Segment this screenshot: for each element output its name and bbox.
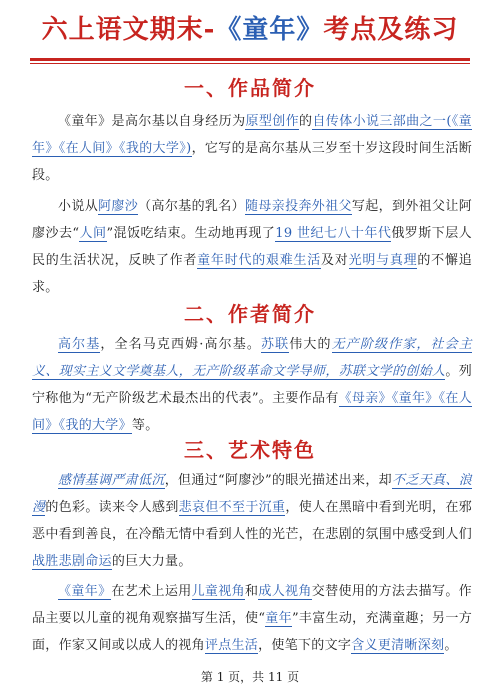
title-part-1: 六上语文期末- — [41, 15, 216, 45]
section-heading-works-intro: 一、作品简介 — [184, 76, 316, 100]
text: 。列宁称他为“无产阶级艺术最杰出的代表”。主要作品有 — [32, 364, 472, 406]
text: ，使笔下的文字 — [258, 638, 352, 653]
title-part-2: 《童年》 — [215, 15, 324, 45]
text: ，全名马克西姆·高尔基。 — [100, 337, 261, 352]
text: 的巨大力量。 — [111, 554, 192, 569]
text: 的 — [299, 114, 313, 129]
text: 及对 — [321, 253, 349, 268]
text: 的色彩。读来令人感到 — [45, 500, 179, 515]
highlight: 阿廖沙 — [98, 199, 139, 214]
section-heading-author-intro: 二、作者简介 — [184, 302, 316, 326]
text: 。 — [444, 638, 458, 653]
text: 的不懈追求。 — [32, 253, 472, 295]
highlight: 成人视角 — [258, 584, 312, 599]
text: 等。 — [131, 418, 159, 433]
highlight: 评点生活 — [204, 638, 259, 653]
page-title — [0, 4, 500, 56]
paragraph-works-intro-1 — [32, 108, 472, 189]
text: ”丰富生动，充满童趣；另一方面，作家又间或以成人的视角 — [32, 611, 472, 653]
text: 伟大的 — [289, 337, 332, 352]
text: ，但通过“阿廖沙”的眼光描述出来，却 — [164, 473, 393, 488]
text: 在艺术上运用 — [111, 584, 192, 599]
text: ，它写的是高尔基从三岁至十岁这段时间生活断段。 — [32, 141, 472, 183]
title-underline — [30, 58, 470, 61]
text: ”混饭吃结束。生动地再现了 — [106, 226, 276, 241]
title-underline-thin — [30, 63, 470, 64]
text: ，使人在黑暗中看到光明，在邪恶中看到善良，在冷酷无情中看到人性的光芒，在悲剧的氛围中感受到人们 — [32, 500, 472, 542]
highlight: 感情基调严肃低沉 — [58, 473, 165, 488]
text: 小说从 — [58, 199, 99, 214]
highlight: 《母亲》《童年》《在人间》《我的大学》 — [32, 391, 472, 433]
highlight: 人间 — [79, 226, 107, 241]
highlight: 高尔基 — [58, 337, 101, 352]
highlight: 苏联 — [260, 337, 290, 352]
highlight: 不乏天真、浪漫 — [32, 473, 472, 515]
highlight: 童年时代的艰难生活 — [197, 253, 322, 268]
highlight: 童年 — [265, 611, 292, 626]
text: 《童年》是高尔基以自身经历为 — [58, 114, 246, 129]
text: 俄罗斯下层人民的生活状况，反映了作者 — [32, 226, 472, 268]
paragraph-art-features-2 — [32, 578, 472, 659]
title-part-3: 考点及练习 — [323, 15, 459, 45]
highlight: 随母亲投奔外祖父 — [245, 199, 352, 214]
highlight: 《童年》 — [58, 584, 112, 599]
page-footer: 第 1 页，共 11 页 — [200, 670, 300, 684]
paragraph-works-intro-2 — [32, 193, 472, 301]
text: 交替使用的方法去描写。作品主要以儿童的视角观察描写生活，使“ — [32, 584, 472, 626]
highlight: 光明与真理 — [348, 253, 418, 268]
text: 写起，到外祖父让阿廖沙去“ — [32, 199, 473, 241]
paragraph-art-features-1 — [32, 467, 472, 575]
text: 和 — [244, 584, 259, 599]
section-heading-art-features: 三、艺术特色 — [184, 438, 316, 462]
paragraph-author-intro — [32, 331, 472, 439]
text: （高尔基的乳名） — [138, 199, 246, 214]
highlight: 19 世纪七八十年代 — [275, 226, 392, 241]
highlight: 原型创作 — [245, 114, 300, 129]
highlight: 无产阶级作家，社会主义、现实主义文学奠基人，无产阶级革命文学导师，苏联文学的创始人 — [32, 337, 472, 379]
highlight: 儿童视角 — [191, 584, 245, 599]
highlight: 战胜悲剧命运 — [32, 554, 112, 569]
highlight: 悲哀但不至于沉重 — [178, 500, 286, 515]
highlight: 含义更清晰深刻 — [351, 638, 445, 653]
highlight: 自传体小说三部曲之一(《童年》《在人间》《我的大学》) — [32, 114, 472, 156]
